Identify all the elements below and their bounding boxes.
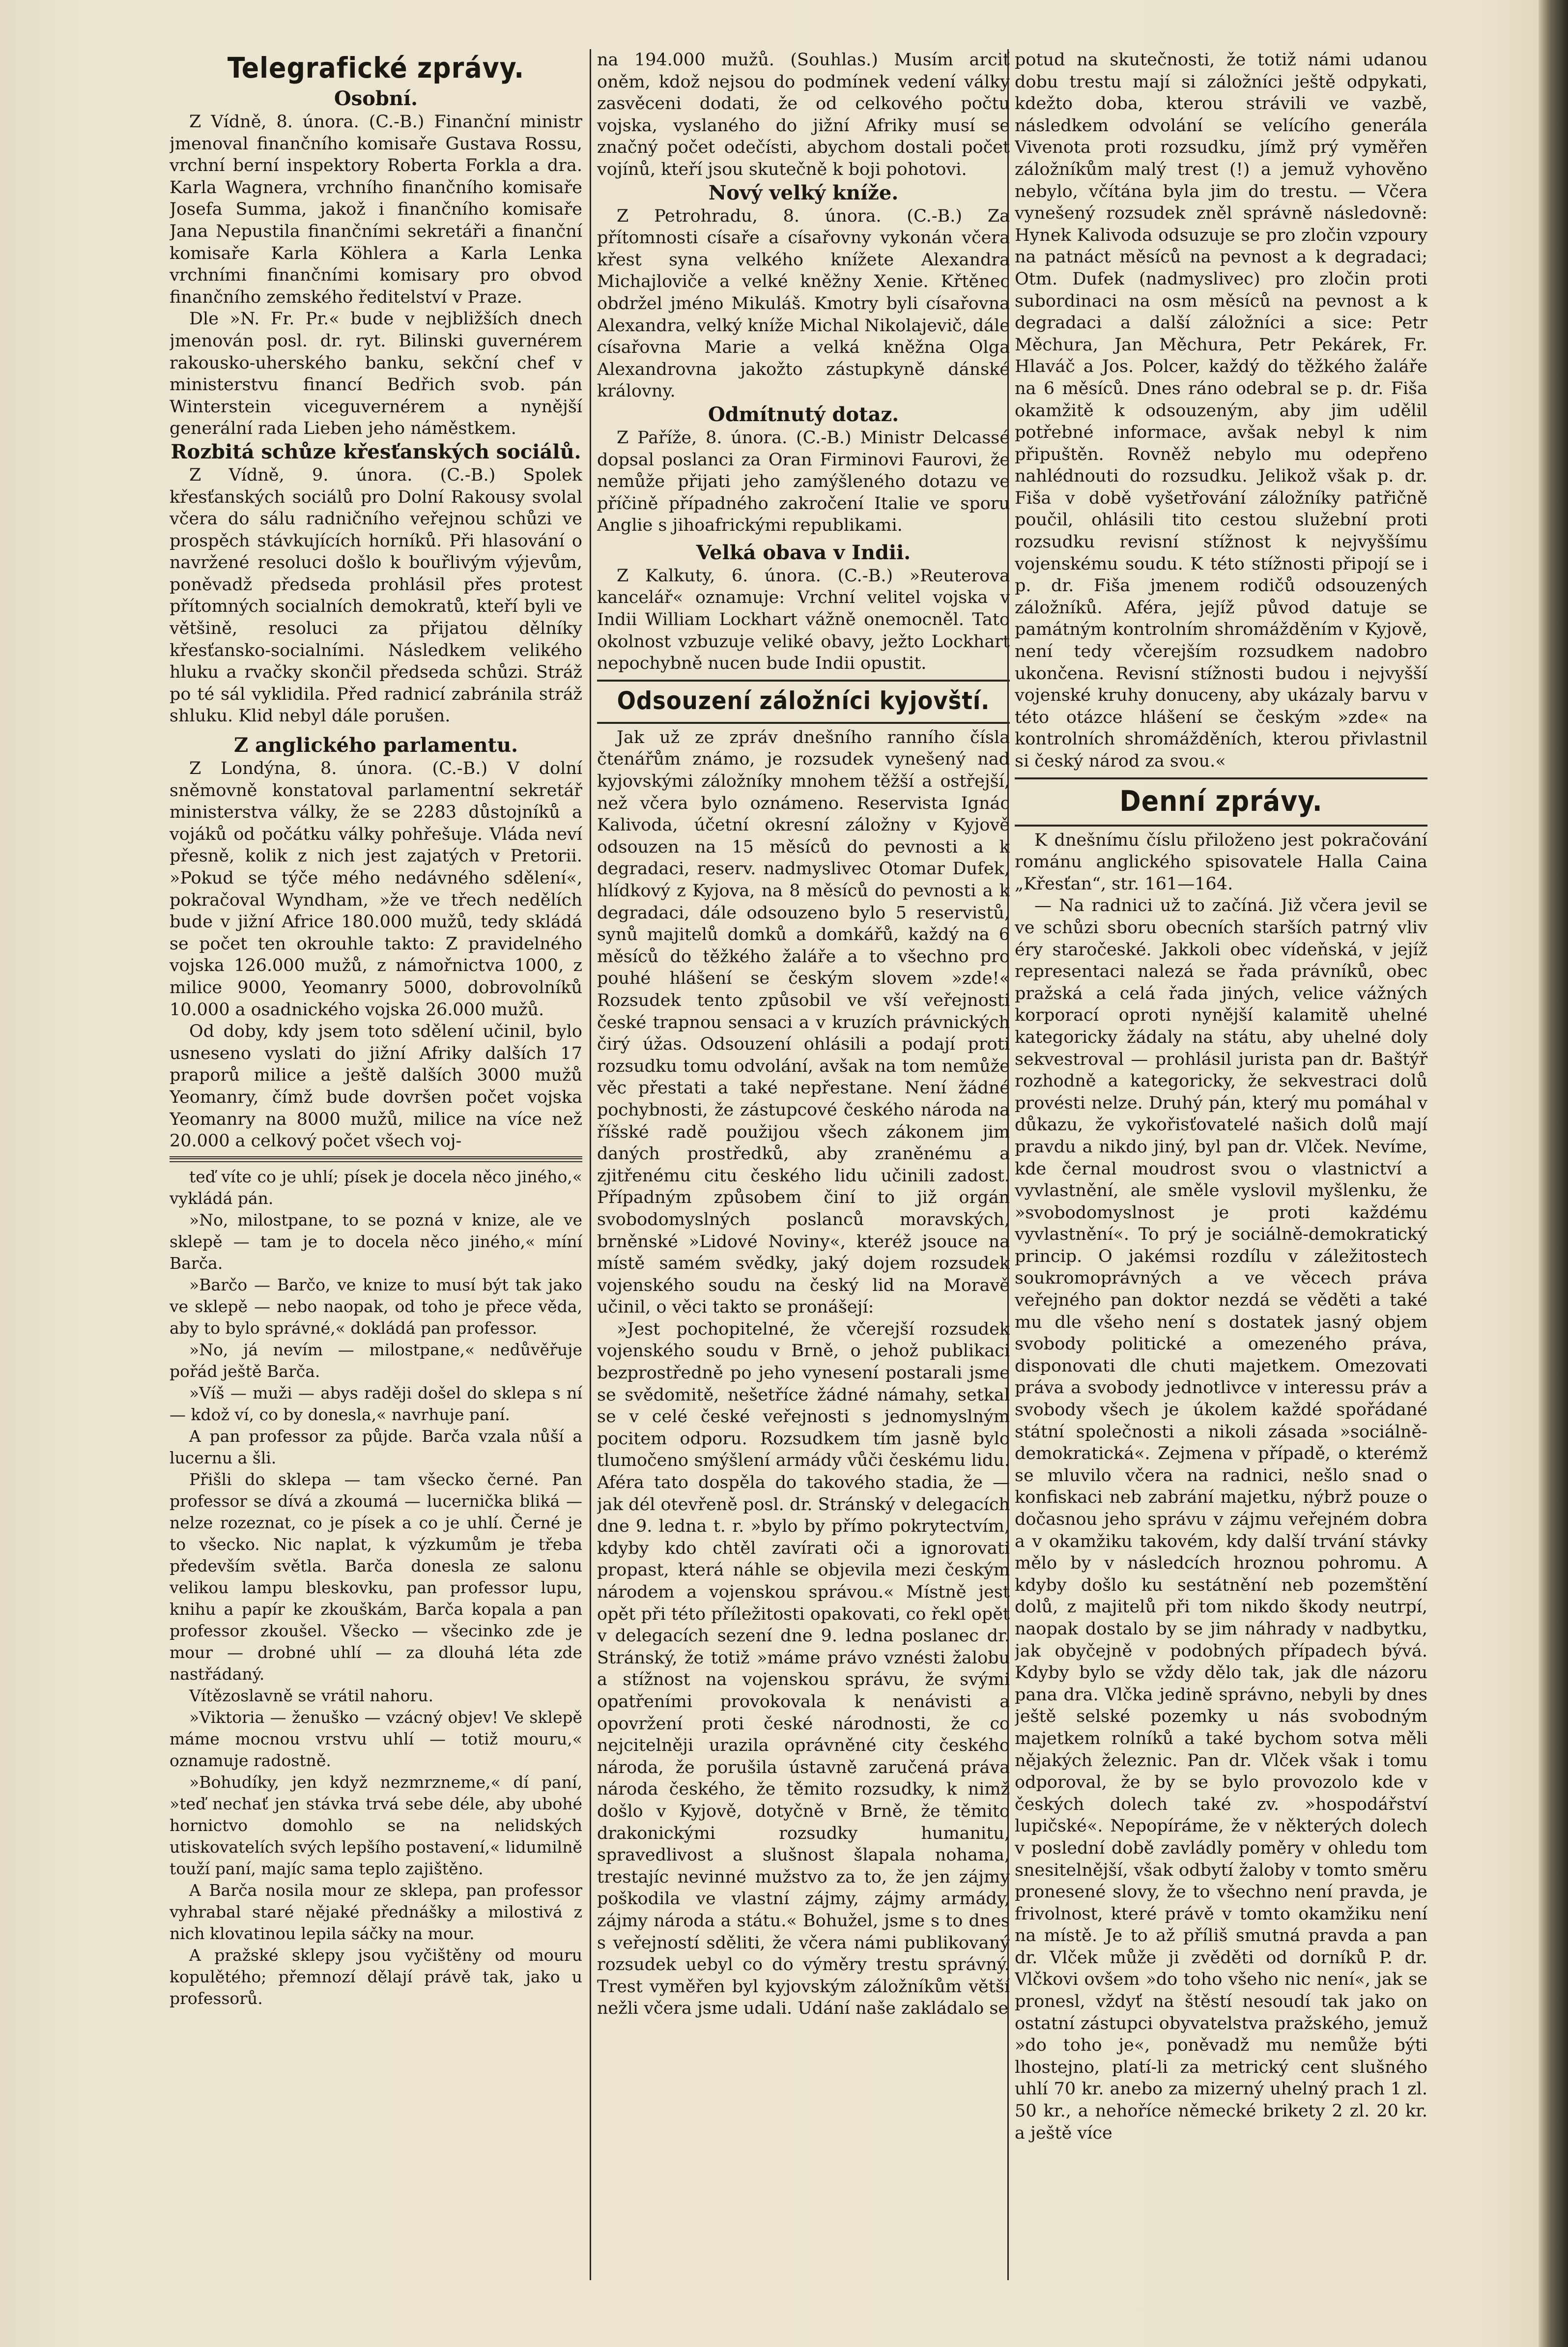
feuilleton-paragraph: »No, milostpane, to se pozná v knize, ale ve sklepě — tam je to docela něco jiného,« míní Barča. (170, 1210, 582, 1273)
subsection-heading: Velká obava v Indii. (696, 541, 911, 564)
section-title: Denní zprávy. (1119, 784, 1323, 818)
feuilleton-paragraph: teď víte co je uhlí; písek je docela něco jiného,« vykládá pán. (170, 1167, 582, 1208)
feuilleton-paragraph: Přišli do sklepa — tam všecko černé. Pan professor se dívá a zkoumá — lucernička bliká — nelze rozeznat, co je písek a co je uhlí. Černé je to všecko. Nic naplat, k výzkumům je třeba především světla. Barča donesla ze salonu velikou lampu bleskovku, pan professor lupu, knihu a papír ke zkouškám, Barča kopala a pan professor zkoušel. Všecko — všecinko zde je mour — drobné uhlí — za dlouhá léta zde nastřádaný. (170, 1469, 582, 1684)
feuilleton-paragraph: Vítězoslavně se vrátil nahoru. (189, 1686, 433, 1705)
column-rule (590, 49, 591, 2280)
feuilleton-paragraph: »No, já nevím — milostpane,« nedůvěřuje pořád ještě Barča. (170, 1340, 582, 1381)
section-divider (597, 680, 1010, 682)
feuilleton (170, 1166, 582, 2009)
subsection-heading: Nový velký kníže. (708, 181, 899, 204)
article-title: Odsouzení záložníci kyjovští. (617, 686, 990, 715)
article-paragraph: na 194.000 mužů. (Souhlas.) Musím arciť oněm, kdož nejsou do podmínek vedení války zasvěceni dodati, že od celkového počtu vojska, vyslaného do jižní Afriky musí se značný počet odečísti, abychom dostali počet vojínů, kteří jsou skutečně k boji pohotovi. (597, 50, 1010, 179)
article-paragraph: — Na radnici už to začíná. Již včera jevil se ve schůzi sboru obecních starších patrný vliv éry staročeské. Jakkoli obec vídeňská, v jejíž representaci nalezá se řada právníků, obec pražská a celá řada jiných, velice vážných korporací oproti nynější kalamitě uhelné kategoricky žádaly na státu, aby uhelné doly sekvestroval — prohlásil jurista pan dr. Baštýř rozhodně a kategoricky, že sekvestraci dolů provésti nelze. Druhý pán, který mu pomáhal v důkazu, že vykořisťovatelé našich dolů mají pravdu a nikdo jiný, byl pan dr. Vlček. Nevíme, kde černal moudrost svou o vlastnictví a vyvlastnění, ale směle vyslovil myšlenku, že »svobodomyslnost je proti každému vyvlastnění«. To prý je sociálně-demokratický princip. O jakémsi rozdílu v záležitostech soukromoprávných a ve věcech práva veřejného pan doktor nezdá se věděti a také mu dle všeho není s dostatek jasný objem svobody politické a omezeného práva, disponovati dle chuti majetkem. Omezovati práva a svobody jednotlivce v interessu práv a svobody všech je úkolem každé spořádané státní společnosti a nikoli zásada »sociálně-demokratická«. Zejmena v případě, o kterémž se mluvilo včera na radnici, nešlo snad o konfiskaci neb zabrání majetku, nýbrž pouze o dočasnou jeho správu v zájmu veřejném dobra a v okamžiku takovém, kdy další trvání stávky mělo by v následcích hroznou pohromu. A kdyby došlo ku sestátnění neb pozemštění dolů, z majitelů při tom nikdo škody neutrpí, naopak dostalo by se jim náhrady v nadbytku, jak obyčejně v podobných případech bývá. Kdyby bylo se vždy dělo tak, jak dle názoru pana dra. Vlčka jedině správno, nebyli by dnes ještě selské pozemky u nás svobodným majetkem rolníků a také bychom sotva měli nějakých železnic. Pan dr. Vlček však i tomu odporoval, že by se bylo provozolo kde v českých dolech také zv. »hospodářství lupičské«. Nepopíráme, že v některých dolech v poslední době zavládly poměry v ohledu tom snesitelnější, však odbytí žaloby v tomto směru pronesené slovy, že to všechno není pravda, je frivolnost, které právě v tomto okamžiku není na místě. Je to až příliš smutná pravda a pan dr. Vlček může ji zvěděti od dorníků P. dr. Vlčkovi ovšem »do toho všeho nic není«, jak se pronesl, vždyť na štěstí nesoudí tak jako on ostatní zástupci obyvatelstva pražského, jemuž »do toho je«, poněvadž mu nemůže býti lhostejno, platí-li za metrický cent slušného uhlí 70 kr. anebo za mizerný uhelný prach 1 zl. 50 kr., a nehoříce německé brikety 2 zl. 20 kr. a ještě více (1015, 896, 1427, 2143)
article-paragraph: Z Vídně, 9. února. (C.-B.) Spolek křesťanských sociálů pro Dolní Rakousy svolal včera do sálu radničního veřejnou schůzi ve prospěch stávkujících horníků. Při hlasování o navržené resoluci došlo k bouřlivým výjevům, poněvadž předseda prohlásil přes protest přítomných socialních demokratů, kteří byli ve většině, resoluci za přijatou dělníky křesťansko-socialními. Následkem velikého hluku a rvačky skončil předseda schůzi. Stráž po té sál vyklidila. Před radnicí zabránila stráž shluku. Klid nebyl dále porušen. (170, 465, 582, 726)
feuilleton-paragraph: »Bohudíky, jen když nezmrzneme,« dí paní, »teď nechať jen stávka trvá sebe déle, aby ubohé hornictvo domohlo se na nelidských utiskovatelích svých lepšího postavení,« lidumilně touží paní, majíc sama teplo zajištěno. (170, 1772, 582, 1878)
section-divider (597, 722, 1010, 724)
section-divider (1015, 825, 1427, 827)
article-paragraph: K dnešnímu číslu přiloženo jest pokračování románu anglického spisovatele Halla Caina „Křesťan“, str. 161—164. (1015, 830, 1427, 894)
feuilleton-paragraph: A Barča nosila mour ze sklepa, pan professor vyhrabal staré nějaké přednášky a milostivá z nich klovatinou lepila sáčky na mour. (170, 1880, 582, 1943)
article-paragraph: Od doby, kdy jsem toto sdělení učinil, bylo usneseno vyslati do jižní Afriky dalších 17 praporů milice a ještě dalších 3000 mužů Yeomanry, čímž bude dovršen počet vojska Yeomanry na 8000 mužů, milice na více než 20.000 a celkový počet všech voj- (170, 1022, 582, 1151)
article-paragraph: potud na skutečnosti, že totiž námi udanou dobu trestu mají si záložníci ještě odpykati, kdežto doba, kterou strávili ve vazbě, následkem odvolání se velícího generála Vivenota proti rozsudku, jímž prý vyměřen záložníkům malý trest (!) a jemuž vyhověno nebylo, včítána byla jim do trestu. — Včera vynešený rozsudek zněl správně následovně: Hynek Kalivoda odsuzuje se pro zločin vzpoury na patnáct měsíců na pevnost a k degradaci; Otm. Dufek (nadmyslivec) pro zločin proti subordinaci na osm měsíců na pevnost a k degradaci a další záložníci a sice: Petr Měchura, Jan Měchura, Petr Pekárek, Fr. Hlaváč a Jos. Polcer, každý do těžkého žaláře na 6 měsíců. Dnes ráno odebral se p. dr. Fiša okamžitě k odsouzeným, aby jim udělil potřebné informace, avšak nebyl k nim připuštěn. Rovněž nebylo mu odepřeno nahlédnouti do rozsudku. Jelikož však p. dr. Fiša v době vyšetřování záložníky patřičně poučil, ohlásili tito cestou služební proti rozsudku revisní stížnost k nejvyššímu vojenskému soudu. K této stížnosti připojí se i p. dr. Fiša jmenem rodičů odsouzených záložníků. Aféra, jejíž původ datuje se památným kontrolním shromážděním v Kyjově, není tedy včerejším rozsudkem nadobro ukončena. Revisní stížnosti budou i nejvyšší vojenské kruhy donuceny, aby ukázaly barvu v této otázce hlášení se českým »zde« na kontrolních shromážděních, kterou přivlastnil si český národ za svou.« (1015, 50, 1427, 771)
section-title: Telegrafické zprávy. (227, 51, 525, 85)
section-divider (1015, 777, 1427, 779)
page-edge-shadow (1539, 0, 1568, 2347)
column-1 (170, 49, 582, 2319)
article-paragraph: Z Paříže, 8. února. (C.-B.) Ministr Delcassé dopsal poslanci za Oran Firminovi Faurovi, že nemůže přijati jeho zamýšleného dotazu ve příčině případného zakročení Italie ve sporu Anglie s jihoafrickými republikami. (597, 428, 1010, 536)
feuilleton-paragraph: A pražské sklepy jsou vyčištěny od mouru kopulětého; přemnozí dělají právě tak, jako u professorů. (170, 1945, 582, 2008)
article-paragraph: Jak už ze zpráv dnešního ranního čísla čtenářům známo, je rozsudek vynešený nad kyjovskými záložníky mnohem těžší a ostřejší, než včera bylo oznámeno. Reservista Ignác Kalivoda, účetní okresní záložny v Kyjově odsouzen na 15 měsíců do pevnosti a k degradaci, reserv. nadmyslivec Otomar Dufek, hlídkový z Kyjova, na 8 měsíců do pevnosti a k degradaci, dále odsouzeno bylo 5 reservistů, synů majitelů domků a domkářů, každý na 6 měsíců do těžkého žaláře a to všechno pro pouhé hlášení se českým slovem »zde!« Rozsudek tento způsobil ve vší veřejnosti české trapnou sensaci a v kruzích právnických čirý úžas. Odsouzení ohlásili a podají proti rozsudku tomu odvolání, avšak na tom nemůže věc přestati a také nepřestane. Není žádné pochybnosti, že zástupcové českého národa na říšské radě použijou všech zákonem jim daných prostředků, aby zraněnému a zjitřenému citu českého lidu učinili zadost. Případným způsobem činí to již orgán svobodomyslných poslanců moravských, brněnské »Lidové Noviny«, kteréž jsouce na místě samém svědky, jaký dojem rozsudek vojenského soudu na český lid na Moravě učinil, o věci takto se pronášejí: (597, 727, 1010, 1317)
subsection-heading: Odmítnutý dotaz. (708, 402, 899, 426)
feuilleton-paragraph: A pan professor za půjde. Barča vzala nůší a lucernu a šli. (170, 1426, 582, 1467)
column-3 (1015, 49, 1427, 2319)
article-paragraph: Z Petrohradu, 8. února. (C.-B.) Za přítomnosti císaře a císařovny vykonán včera křest syna velkého knížete Alexandra Michajloviče a velké kněžny Xenie. Křtěnec obdržel jméno Mikuláš. Kmotry byli císařovna Alexandra, velký kníže Michal Nikolajevič, dále císařovna Marie a velká kněžna Olga Alexandrovna jakožto zástupkyně dánské královny. (597, 206, 1010, 401)
subsection-heading: Z anglického parlamentu. (233, 734, 518, 757)
article-paragraph: Z Londýna, 8. února. (C.-B.) V dolní sněmovně konstatoval parlamentní sekretář ministerstva války, že se 2283 důstojníků a vojáků od počátku války pohřešuje. Vláda neví přesně, kolik z nich jest zajatých v Pretorii. »Pokud se týče mého nedávného sdělení«, pokračoval Wyndham, »že ve třech nedělích bude v jižní Africe 180.000 mužů, tedy skládá se počet ten okrouhle takto: Z pravidelného vojska 126.000 mužů, z námořnictva 1000, z milice 9000, Yeomanry 5000, dobrovolníků 10.000 a osadnického vojska 26.000 mužů. (170, 759, 582, 1020)
feuilleton-divider (170, 1156, 582, 1162)
article-paragraph: Z Kalkuty, 6. února. (C.-B.) »Reuterova kancelář« oznamuje: Vrchní velitel vojska v Indii William Lockhart vážně onemocněl. Tato okolnost vzbuzuje veliké obavy, ježto Lockhart nepochybně nucen bude Indii opustit. (597, 566, 1010, 674)
column-2 (597, 49, 1010, 2319)
subsection-heading: Osobní. (334, 87, 418, 110)
article-paragraph: Dle »N. Fr. Pr.« bude v nejbližších dnech jmenován posl. dr. ryt. Bilinski guvernérem rakousko-uherského banku, sekční chef v ministerstvu financí Bedřich svob. pán Winterstein viceguvernérem a nynější generální rada Lieben jeho náměstkem. (170, 309, 582, 439)
feuilleton-paragraph: »Barčo — Barčo, ve knize to musí být tak jako ve sklepě — nebo naopak, od toho je přece věda, aby to bylo správné,« dokládá pan professor. (170, 1275, 582, 1338)
feuilleton-paragraph: »Viktoria — ženuško — vzácný objev! Ve sklepě máme mocnou vrstvu uhlí — totiž mouru,« oznamuje radostně. (170, 1707, 582, 1770)
feuilleton-paragraph: »Víš — muži — abys raději došel do sklepa s ní — kdož ví, co by donesla,« navrhuje paní. (170, 1383, 582, 1424)
article-paragraph: »Jest pochopitelné, že včerejší rozsudek vojenského soudu v Brně, o jehož publikaci bezprostředně po jeho vynesení postarali jsme se svědomitě, nešetříce žádné námahy, setkal se v celé české veřejnosti s jednomyslným pocitem odporu. Rozsudkem tím jasně bylo tlumočeno smýšlení armády vůči českému lidu. Aféra tato dospěla do takového stadia, že — jak dél otevřeně posl. dr. Stránský v delegacích dne 9. ledna t. r. »bylo by přímo pokrytectvím, kdyby kdo chtěl zavírati oči a ignorovati propast, která náhle se objevila mezi českým národem a vojenskou správou.« Místně jest opět při této příležitosti opakovati, co řekl opět v delegacích sezení dne 9. ledna poslanec dr. Stránský, že totiž »máme právo vznésti žalobu a stížnost na vojenskou správu, že svými opatřeními provokovala k nenávisti a opovržení proti české národnosti, že co nejcitelněji urazila oprávněné city českého národa, že porušila ústavně zaručená práva národa českého, že těmito rozsudky, k nimž došlo v Kyjově, dotyčně v Brně, že těmito drakonickými rozsudky humanitu, spravedlivost a slušnost šlapala nohama, trestajíc nevinné mužstvo za to, že jen zájmy poškodila ve vlastní zájmy, zájmy armády, zájmy národa a státu.« Bohužel, jsme s to dnes s veřejností sděliti, že včera námi publikovaný rozsudek uebyl co do výměry trestu správný. Trest vyměřen byl kyjovským záložníkům větší nežli včera jsme udali. Udání naše zakládalo se (597, 1319, 1010, 2019)
article-paragraph: Z Vídně, 8. února. (C.-B.) Finanční ministr jmenoval finančního komisaře Gustava Rossu, vrchní berní inspektory Roberta Forkla a dra. Karla Wagnera, vrchního finančního komisaře Josefa Summa, jakož i finančního komisaře Jana Nepustila finančními sekretáři a finanční komisaře Karla Köhlera a Karla Lenka vrchními finančními komisary pro obvod finančního zemského ředitelství v Praze. (170, 112, 582, 307)
subsection-heading: Rozbitá schůze křesťanských sociálů. (171, 440, 581, 463)
